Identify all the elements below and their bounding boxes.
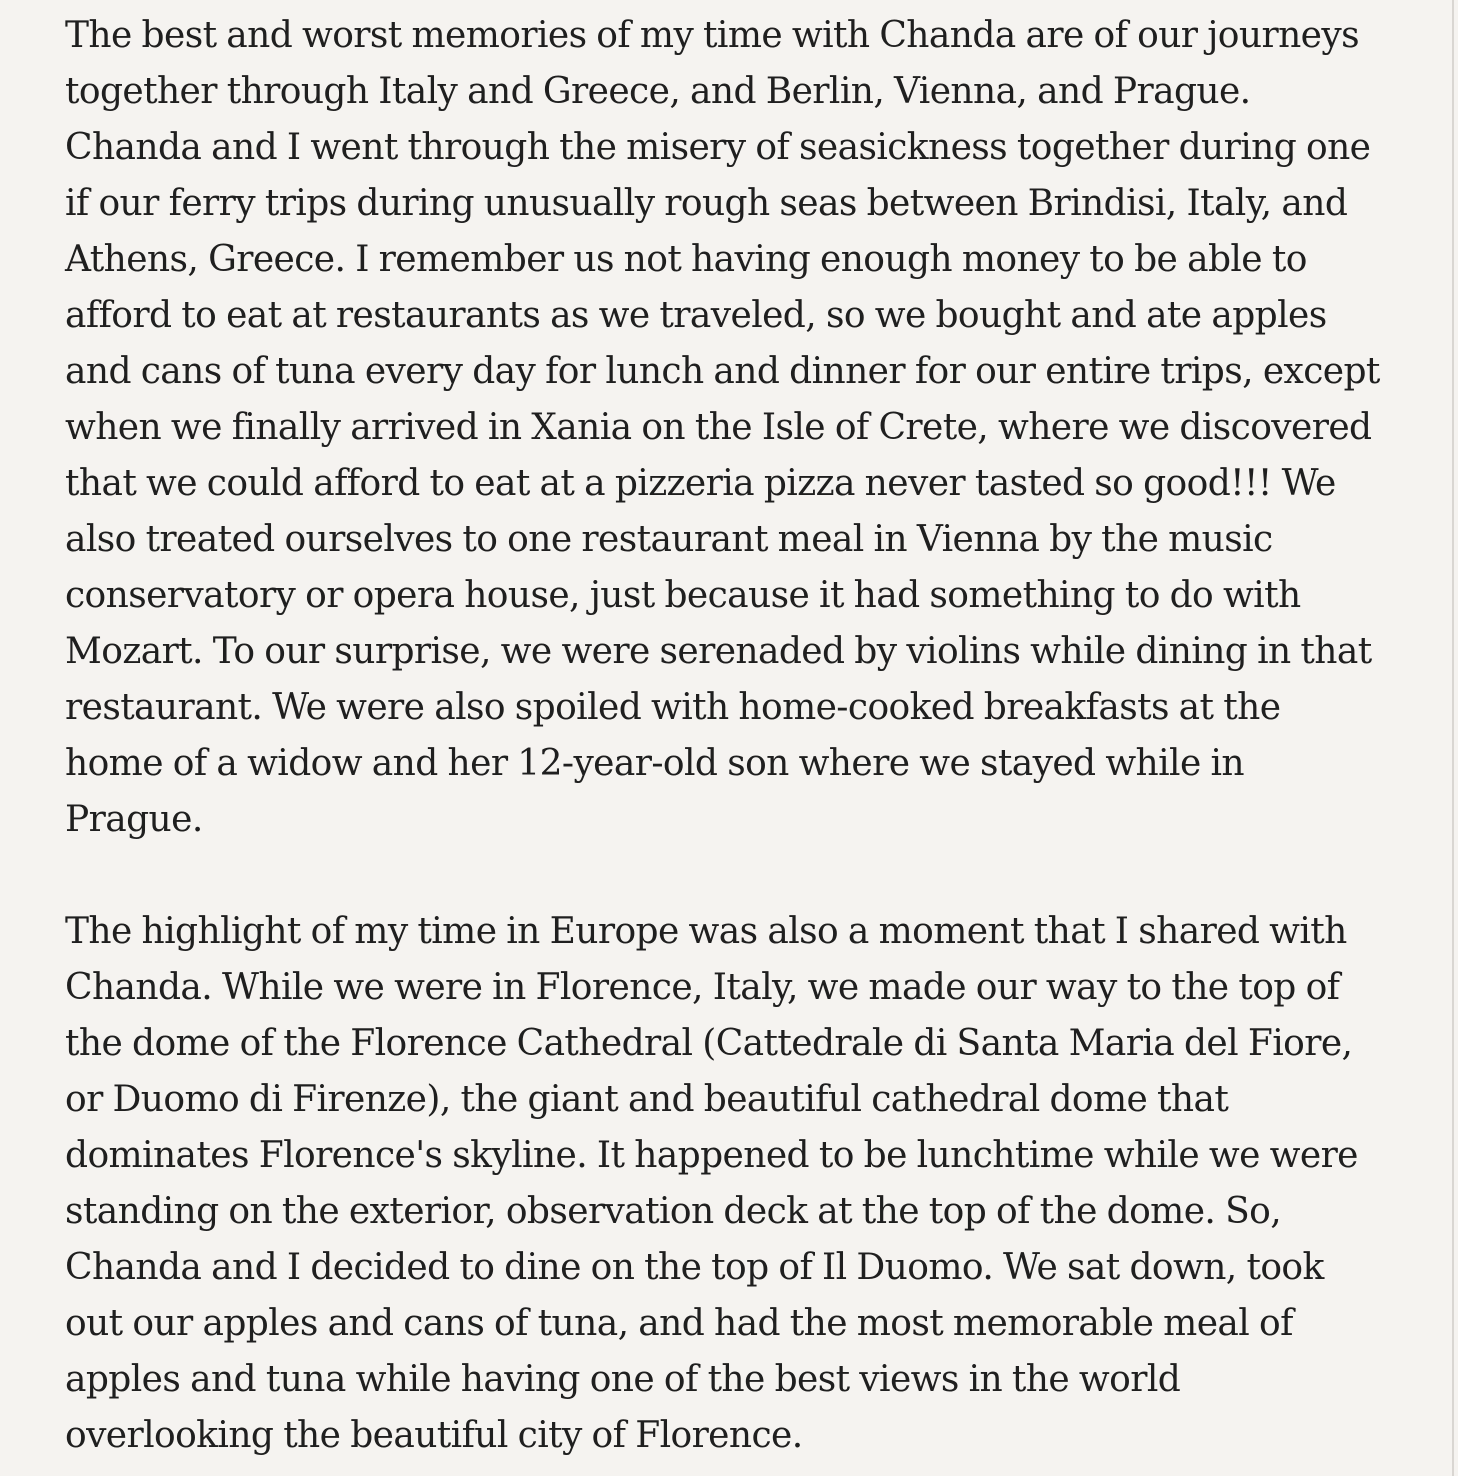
- text-line: The best and worst memories of my time with Chanda are of our journeys: [65, 15, 1359, 56]
- text-line: Mozart. To our surprise, we were serenaded by violins while dining in that: [65, 631, 1372, 672]
- text-line: conservatory or opera house, just because it had something to do with: [65, 575, 1301, 616]
- text-line: the dome of the Florence Cathedral (Cattedrale di Santa Maria del Fiore,: [65, 1023, 1353, 1064]
- text-line: also treated ourselves to one restaurant meal in Vienna by the music: [65, 519, 1273, 560]
- text-line: that we could afford to eat at a pizzeria pizza never tasted so good!!! We: [65, 463, 1336, 504]
- text-line: Chanda. While we were in Florence, Italy, we made our way to the top of: [65, 967, 1340, 1008]
- text-line: The highlight of my time in Europe was also a moment that I shared with: [65, 911, 1347, 952]
- text-line: and cans of tuna every day for lunch and dinner for our entire trips, except: [65, 351, 1380, 392]
- paragraph-travel-memories: [65, 8, 1395, 848]
- article-body: [65, 8, 1395, 1464]
- text-line: when we finally arrived in Xania on the Isle of Crete, where we discovered: [65, 407, 1372, 448]
- text-line: restaurant. We were also spoiled with home-cooked breakfasts at the: [65, 687, 1281, 728]
- page-right-border: [1452, 0, 1454, 1476]
- text-line: dominates Florence's skyline. It happened to be lunchtime while we were: [65, 1135, 1358, 1176]
- text-line: Chanda and I went through the misery of seasickness together during one: [65, 127, 1371, 168]
- text-line: standing on the exterior, observation deck at the top of the dome. So,: [65, 1191, 1282, 1232]
- text-line: together through Italy and Greece, and Berlin, Vienna, and Prague.: [65, 71, 1251, 112]
- text-line: apples and tuna while having one of the best views in the world: [65, 1359, 1181, 1400]
- text-line: home of a widow and her 12-year-old son where we stayed while in: [65, 743, 1245, 784]
- paragraph-florence-highlight: [65, 904, 1395, 1464]
- text-line: if our ferry trips during unusually rough seas between Brindisi, Italy, and: [65, 183, 1348, 224]
- text-line: Chanda and I decided to dine on the top of Il Duomo. We sat down, took: [65, 1247, 1324, 1288]
- text-line: overlooking the beautiful city of Florence.: [65, 1415, 803, 1456]
- text-line: out our apples and cans of tuna, and had the most memorable meal of: [65, 1303, 1293, 1344]
- text-line: Prague.: [65, 799, 203, 840]
- text-line: Athens, Greece. I remember us not having enough money to be able to: [65, 239, 1307, 280]
- text-line: or Duomo di Firenze), the giant and beautiful cathedral dome that: [65, 1079, 1229, 1120]
- text-line: afford to eat at restaurants as we traveled, so we bought and ate apples: [65, 295, 1327, 336]
